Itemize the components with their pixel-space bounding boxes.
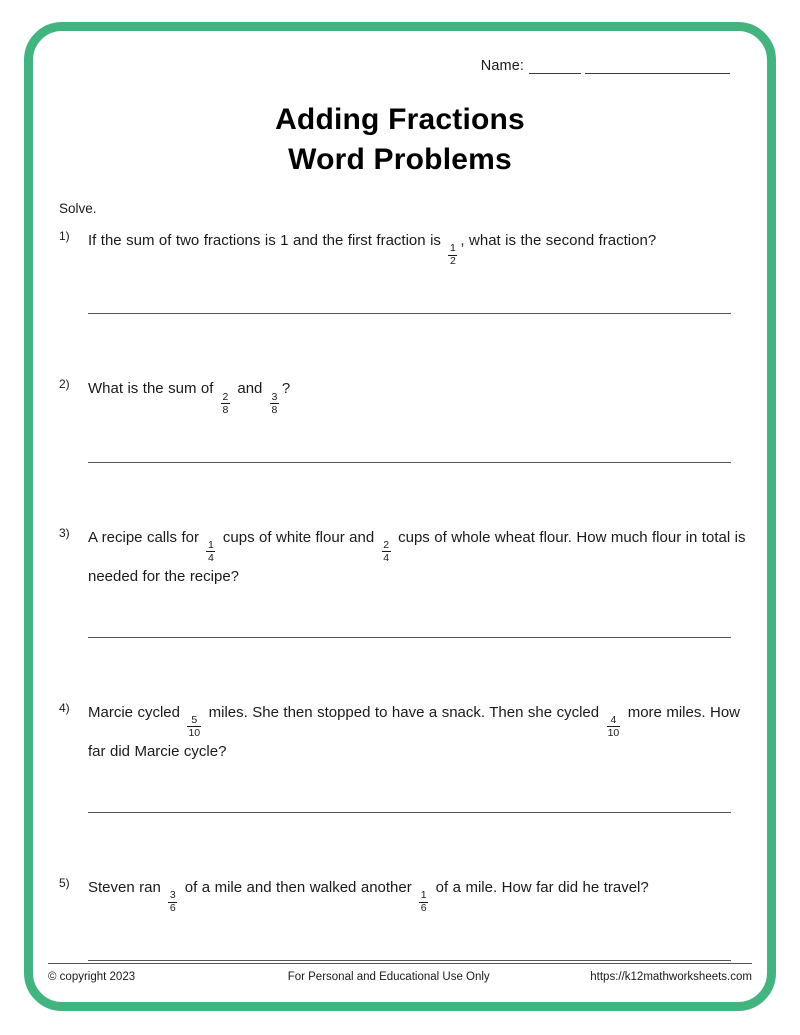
footer-usage-notice: For Personal and Educational Use Only (287, 971, 490, 983)
answer-line-wrapper (59, 313, 749, 314)
page-title (0, 100, 800, 180)
question-text (88, 376, 749, 415)
name-label: Name: (480, 58, 524, 74)
question-text (88, 875, 749, 914)
fraction-numerator: 1 (449, 242, 456, 255)
fraction (448, 243, 457, 267)
answer-line[interactable] (88, 462, 731, 463)
question-text (88, 700, 749, 766)
question-number: 5) (59, 875, 70, 890)
question-text-segment: If the sum of two fractions is 1 and the first fraction is (88, 232, 446, 249)
fraction-denominator: 4 (383, 551, 390, 564)
page-footer (48, 963, 752, 983)
question-text-segment: of a mile and then walked another (180, 878, 417, 896)
question-row (59, 228, 749, 267)
fraction (270, 392, 279, 416)
questions-list (59, 228, 749, 1023)
fraction-denominator: 10 (188, 726, 201, 739)
question-row (59, 875, 749, 914)
fraction-numerator: 1 (420, 888, 427, 901)
question-text-segment: Marcie cycled (88, 703, 185, 721)
question-text-segment: miles. She then stopped to have a snack. Then she cycled (204, 703, 604, 721)
answer-line-wrapper (59, 960, 749, 961)
question-text-segment: A recipe calls for (88, 528, 204, 546)
instruction-label: Solve. (59, 201, 97, 216)
fraction-denominator: 10 (607, 726, 620, 739)
fraction-numerator: 5 (191, 713, 198, 726)
title-line-1: Adding Fractions (275, 103, 525, 136)
answer-line[interactable] (88, 637, 731, 638)
question-number: 3) (59, 525, 70, 540)
fraction-numerator: 1 (208, 538, 214, 551)
question-text-segment: and (232, 380, 267, 398)
question-number: 4) (59, 700, 70, 715)
fraction (382, 540, 391, 564)
answer-line[interactable] (88, 313, 731, 314)
fraction-denominator: 2 (449, 255, 456, 268)
question-text (88, 228, 749, 267)
fraction-numerator: 3 (169, 888, 176, 901)
fraction (187, 715, 201, 739)
fraction-denominator: 8 (271, 403, 278, 416)
answer-line[interactable] (88, 960, 731, 961)
question-text (88, 525, 749, 591)
question-item (59, 228, 749, 314)
name-blank-short[interactable] (529, 60, 581, 74)
fraction-numerator: 3 (271, 390, 278, 403)
name-field-row (481, 58, 730, 74)
fraction (419, 890, 428, 914)
footer-copyright: © copyright 2023 (48, 971, 136, 983)
question-text-segment: cups of whole wheat flour. How much flour in total is needed for the recipe? (88, 528, 750, 585)
answer-line[interactable] (88, 812, 731, 813)
answer-line-wrapper (59, 462, 749, 463)
fraction-denominator: 8 (222, 403, 229, 416)
fraction-denominator: 6 (169, 902, 176, 914)
fraction-denominator: 6 (420, 902, 427, 914)
name-blank-long[interactable] (585, 60, 730, 74)
fraction (221, 392, 230, 416)
fraction-numerator: 2 (222, 390, 229, 403)
fraction-numerator: 2 (383, 538, 390, 551)
answer-line-wrapper (59, 637, 749, 638)
fraction (206, 540, 215, 564)
question-item (59, 700, 749, 813)
question-item (59, 525, 749, 638)
question-text-segment: cups of white flour and (218, 528, 379, 546)
question-text-segment: of a mile. How far did he travel? (431, 878, 649, 896)
question-number: 2) (59, 377, 70, 392)
question-row (59, 700, 749, 766)
question-row (59, 525, 749, 591)
question-item (59, 376, 749, 462)
fraction-denominator: 4 (208, 551, 214, 564)
question-row (59, 376, 749, 415)
fraction (607, 715, 621, 739)
footer-url[interactable]: https://k12mathworksheets.com (590, 971, 752, 983)
answer-line-wrapper (59, 812, 749, 813)
question-text-segment: What is the sum of (88, 380, 218, 398)
fraction (168, 890, 177, 914)
question-text-segment: , what is the second fraction? (460, 232, 657, 249)
question-text-segment: more miles. How far did Marcie cycle? (88, 703, 745, 760)
question-text-segment: Steven ran (88, 878, 166, 896)
footer-divider (48, 963, 752, 964)
fraction-numerator: 4 (610, 713, 617, 726)
footer-text-row (48, 971, 752, 983)
question-text-segment: ? (281, 380, 291, 398)
question-item (59, 875, 749, 961)
title-line-2: Word Problems (288, 142, 512, 176)
question-number: 1) (59, 229, 70, 243)
